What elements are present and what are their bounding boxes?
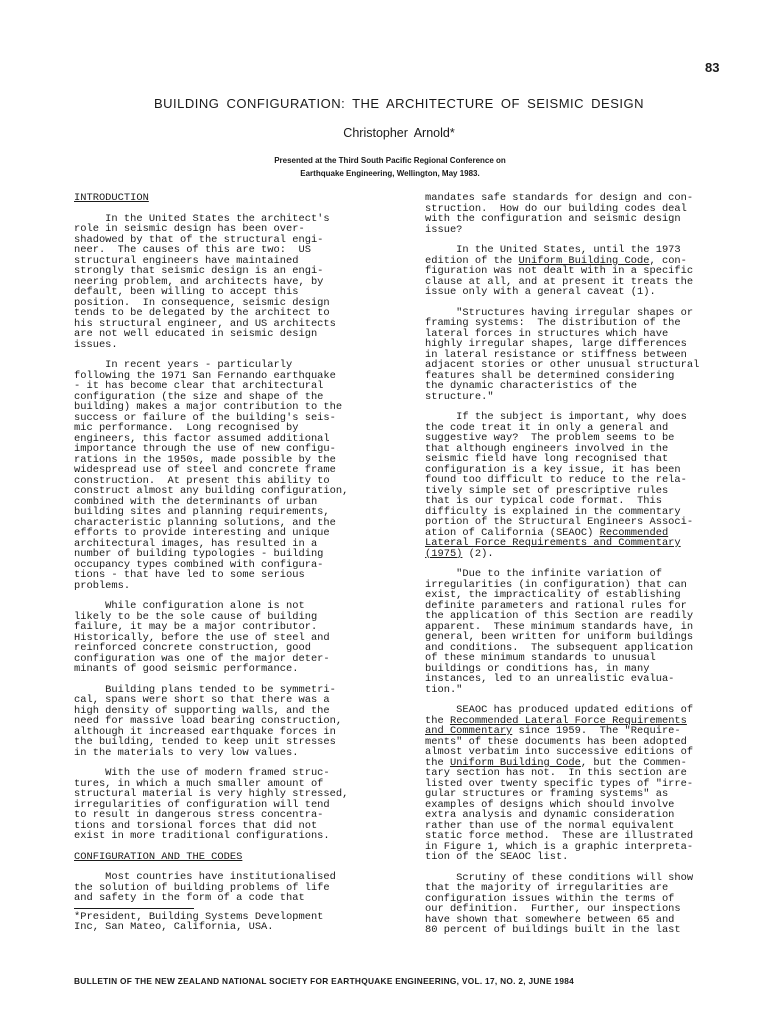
text-run: since 1959. The "Require- ments" of these documents has been adopted almost verbatim into successive editions of the xyxy=(425,725,694,769)
paragraph: Most countries have institutionalised the solution of building problems of life and safety in the form of a code that xyxy=(74,871,336,904)
paragraph: In the United States the architect's role in seismic design has been over- shadowed by that of the structural engi- neer. The causes of this are two: US structural engineers have maintained strongly that seismic design is an engi- neering problem, and architects have, by default, been willing to accept this position. In consequence, seismic design tends to be delegated by the architect to his structural engineer, and US architects are not well educated in seismic design issues. xyxy=(74,212,336,351)
text-run: In the United States, until the 1973 edition of the xyxy=(425,244,681,267)
text-run: SEAOC has produced updated editions of the xyxy=(425,704,694,727)
section-heading-introduction: INTRODUCTION xyxy=(74,192,149,204)
page-number: 83 xyxy=(705,60,720,75)
paragraph: mandates safe standards for design and con- struction. How do our building codes deal with the configuration and seismic design issue? xyxy=(425,192,694,236)
cited-title: Recommended xyxy=(599,526,669,539)
block-quotation: "Structures having irregular shapes or framing systems: The distribution of the lateral forces in structures which have highly irregular shapes, large differences in lateral resistance or stiffness between adjacent stories or other unusual structural features shall be determined considering the dynamic characteristics of the structure." xyxy=(425,306,700,403)
paragraph xyxy=(425,245,735,298)
journal-footer: BULLETIN OF THE NEW ZEALAND NATIONAL SOCIETY FOR EARTHQUAKE ENGINEERING, VOL. 17, NO. 2, JUNE 1984 xyxy=(74,976,575,986)
cited-title: (1975) xyxy=(425,547,463,560)
paragraph xyxy=(425,412,735,559)
author-footnote: *President, Building Systems Development Inc, San Mateo, California, USA. xyxy=(74,910,324,933)
text-run: If the subject is important, why does the code treat it in only a general and suggestive way? The problem seems to be that although engineers involved in the seismic field have long recognised that configuration is a key issue, it has been found too difficult to reduce to the rela- tively simple set of prescriptive rules that is our typical code format. This difficulty is explained in the commentary portion of the Structural Engineers Associ- ation of California (SEAOC) xyxy=(425,411,694,539)
left-column xyxy=(74,193,384,943)
presentation-line: Presented at the Third South Pacific Regional Conference on xyxy=(274,156,506,165)
cited-title: Recommended Lateral Force Requirements xyxy=(449,714,687,727)
presentation-line: Earthquake Engineering, Wellington, May 1983. xyxy=(300,169,480,178)
footnote-divider xyxy=(74,908,194,909)
presentation-note xyxy=(0,154,768,180)
cited-title: and Commentary xyxy=(425,725,513,737)
paragraph: While configuration alone is not likely to be the sole cause of building failure, it may be a major contributor. Historically, before the use of steel and reinforced concrete construction, good configuration was one of the major deter- minants of good seismic performance. xyxy=(74,600,330,675)
author-name: Christopher Arnold* xyxy=(343,126,455,140)
right-column xyxy=(425,193,735,946)
cited-title: Lateral Force Requirements and Commentary xyxy=(425,537,681,549)
paragraph: With the use of modern framed struc- tures, in which a much smaller amount of structural material is very highly stressed, irregularities of configuration will tend to result in dangerous stress concentra- tions and torsional forces that did not exist in more traditional configurations. xyxy=(74,767,349,842)
text-run: , con- figuration was not dealt with in a specific clause at all, and at present it treats the issue only with a general caveat (1). xyxy=(425,254,694,298)
block-quotation: "Due to the infinite variation of irregularities (in configuration) that can exist, the impracticality of establishing definite parameters and rational rules for the application of this Section are readily apparent. These minimum standards have, in general, been written for uniform buildings and conditions. The subsequent application of these minimum standards to unusual buildings or conditions has, in many instances, led to an unrealistic evalua- tion." xyxy=(425,568,694,696)
text-run: , but the Commen- tary section has not. In this section are listed over twenty specific types of "irre- gular structures or framing systems" as examples of designs which should involve extra analysis and dynamic consideration rather than use of the normal equivalent static force method. These are illustrated in Figure 1, which is a graphic interpreta- tion of the SEAOC list. xyxy=(425,756,694,863)
cited-title: Uniform Building Code xyxy=(449,756,581,769)
section-heading-configuration-codes: CONFIGURATION AND THE CODES xyxy=(74,850,243,863)
paragraph: Scrutiny of these conditions will show that the majority of irregularities are configuration issues within the terms of our definition. Further, our inspections have shown that somewhere between 65 and 80 percent of buildings built in the last xyxy=(425,871,694,936)
paragraph: In recent years - particularly following the 1971 San Fernando earthquake - it has become clear that architectural configuration (the size and shape of the building) makes a major contribution to the success or failure of the building's seis- mic performance. Long recognised by engineers, this factor assumed additional importance through the use of new configu- rations in the 1950s, made possible by the widespread use of steel and concrete frame construction. At present this ability to construct almost any building configuration, combined with the determinants of urban building sites and planning requirements, characteristic planning solutions, and the efforts to provide interesting and unique architectural images, has resulted in a number of building typologies - building occupancy types combined with configura- tions - that have led to some serious problems. xyxy=(74,359,349,592)
paragraph xyxy=(425,705,735,863)
paper-title: BUILDING CONFIGURATION: THE ARCHITECTURE OF SEISMIC DESIGN xyxy=(153,96,644,111)
cited-title: Uniform Building Code xyxy=(518,254,650,267)
paragraph: Building plans tended to be symmetri- cal, spans were short so that there was a high density of supporting walls, and the need for massive load bearing construction, although it increased earthquake forces in the building, tended to keep unit stresses in the materials to very low values. xyxy=(74,683,343,759)
text-run: (2). xyxy=(462,547,494,560)
